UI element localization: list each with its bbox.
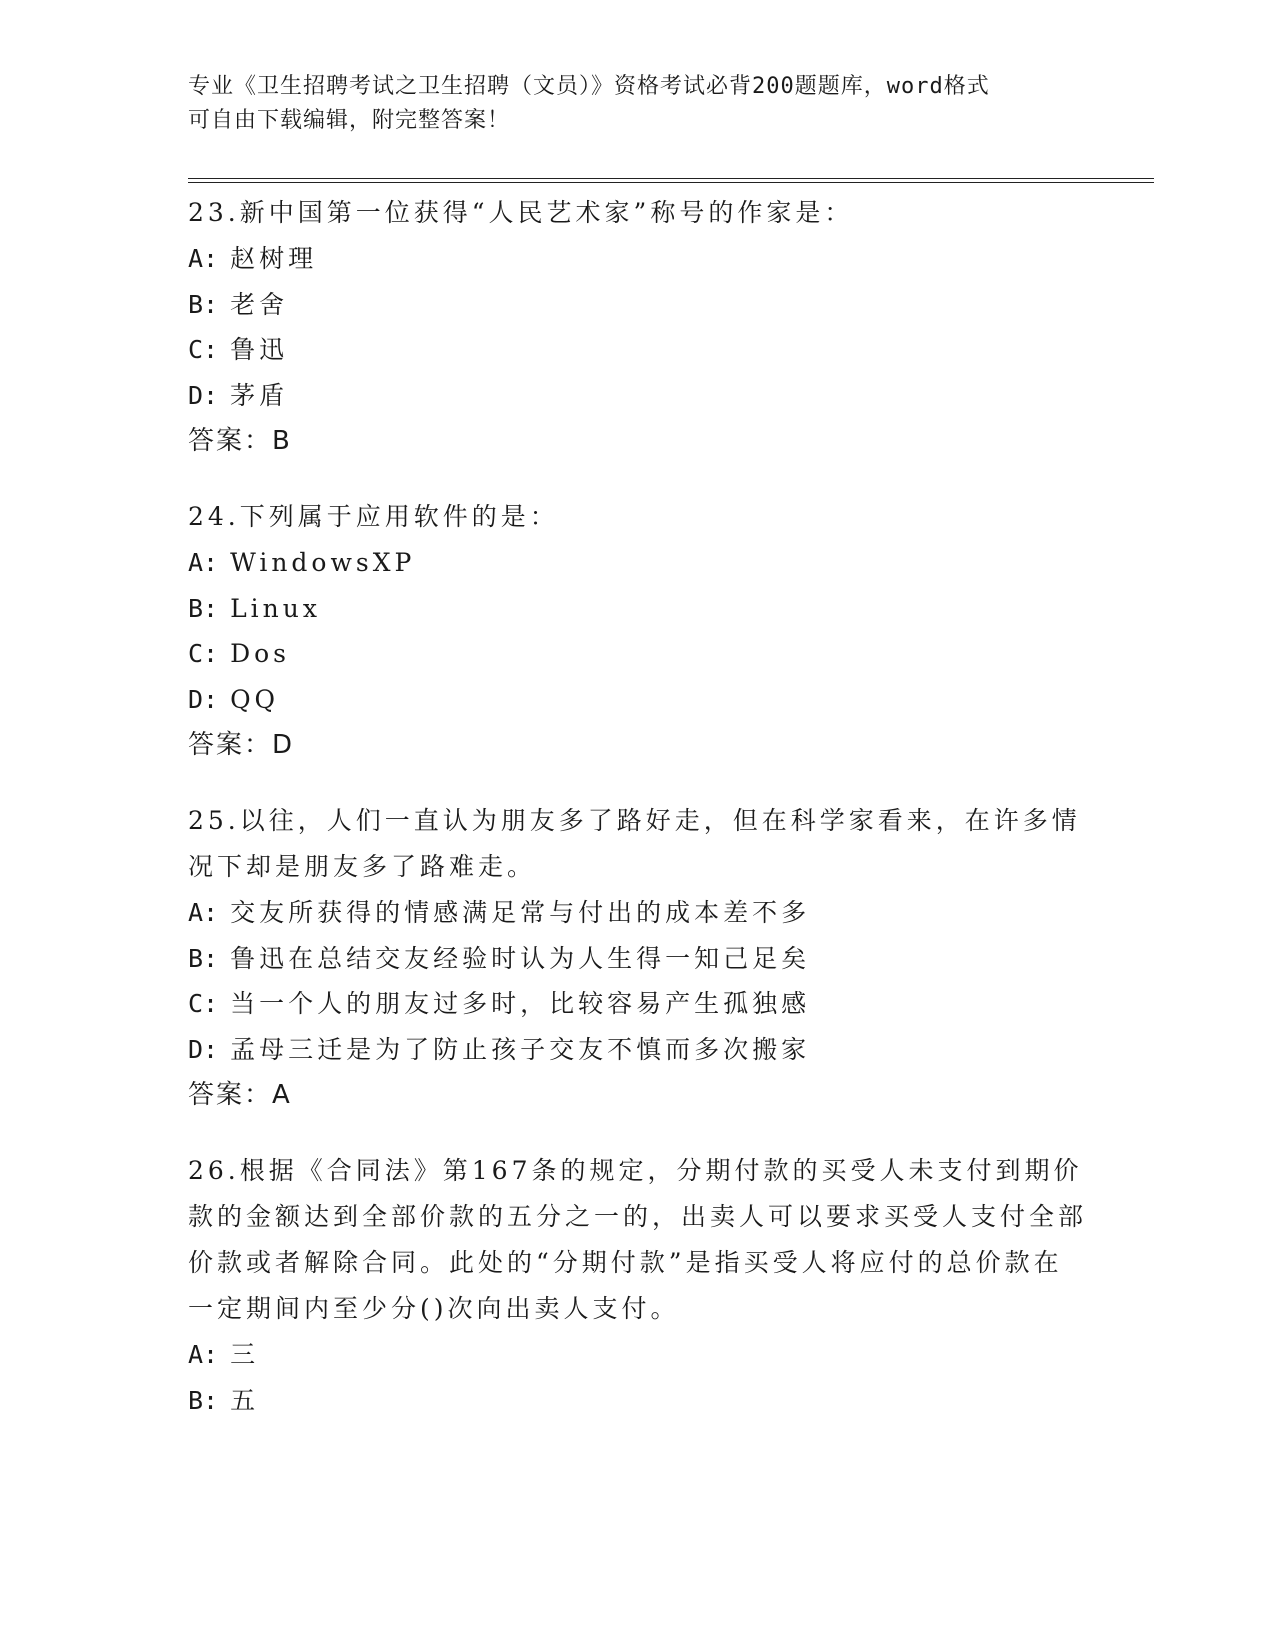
option-d bbox=[188, 373, 1088, 419]
option-b bbox=[188, 282, 1088, 328]
option-letter: C: bbox=[188, 639, 219, 668]
option-letter: A: bbox=[188, 898, 219, 927]
question-stem: 23.新中国第一位获得“人民艺术家”称号的作家是： bbox=[188, 198, 854, 227]
option-text: 赵树理 bbox=[230, 244, 318, 273]
option-b bbox=[188, 586, 1088, 632]
question-stem: 25.以往，人们一直认为朋友多了路好走，但在科学家看来，在许多情况下却是朋友多了路难走。 bbox=[188, 806, 1081, 881]
option-letter: B: bbox=[188, 593, 219, 623]
option-letter: A: bbox=[188, 244, 219, 273]
option-b bbox=[188, 936, 1088, 982]
option-d bbox=[188, 677, 1088, 723]
option-text: 鲁迅 bbox=[230, 335, 289, 364]
option-letter: C: bbox=[188, 989, 219, 1018]
option-text: 五 bbox=[230, 1385, 260, 1415]
option-text: 当一个人的朋友过多时，比较容易产生孤独感 bbox=[230, 989, 811, 1018]
option-text: QQ bbox=[230, 684, 280, 714]
answer-line: 答案：D bbox=[188, 730, 295, 760]
option-text: 交友所获得的情感满足常与付出的成本差不多 bbox=[230, 898, 811, 927]
option-letter: D: bbox=[188, 1034, 219, 1064]
option-letter: B: bbox=[188, 1385, 219, 1415]
option-letter: A: bbox=[188, 1340, 219, 1369]
option-text: 孟母三迁是为了防止孩子交友不慎而多次搬家 bbox=[230, 1034, 811, 1064]
option-text: Linux bbox=[230, 593, 321, 623]
option-text: 三 bbox=[230, 1340, 260, 1369]
option-d bbox=[188, 1027, 1088, 1073]
option-text: 茅盾 bbox=[230, 380, 289, 410]
option-text: 鲁迅在总结交友经验时认为人生得一知己足矣 bbox=[230, 943, 811, 973]
page-header bbox=[188, 70, 1068, 138]
question-stem: 24.下列属于应用软件的是： bbox=[188, 502, 559, 531]
option-a bbox=[188, 540, 1088, 586]
option-a bbox=[188, 1332, 1088, 1378]
answer-line: 答案：B bbox=[188, 426, 292, 456]
question-stem: 26.根据《合同法》第167条的规定，分期付款的买受人未支付到期价款的金额达到全部价款的五分之一的，出卖人可以要求买受人支付全部价款或者解除合同。此处的“分期付款”是指买受人将应付的总价款在一定期间内至少分()次向出卖人支付。 bbox=[188, 1156, 1088, 1323]
option-c bbox=[188, 631, 1088, 677]
option-letter: D: bbox=[188, 684, 219, 714]
question-list bbox=[188, 190, 1088, 1453]
question-25 bbox=[188, 798, 1088, 1118]
option-c bbox=[188, 981, 1088, 1027]
option-text: 老舍 bbox=[230, 289, 289, 319]
header-line-2: 可自由下载编辑，附完整答案！ bbox=[188, 108, 511, 133]
header-line-1: 专业《卫生招聘考试之卫生招聘（文员）》资格考试必背200题题库，word格式 bbox=[188, 74, 990, 99]
question-24 bbox=[188, 494, 1088, 768]
question-23 bbox=[188, 190, 1088, 464]
option-text: WindowsXP bbox=[230, 548, 416, 577]
option-letter: C: bbox=[188, 335, 219, 364]
option-text: Dos bbox=[230, 639, 290, 668]
option-c bbox=[188, 327, 1088, 373]
option-a bbox=[188, 236, 1088, 282]
option-a bbox=[188, 890, 1088, 936]
option-b bbox=[188, 1378, 1088, 1424]
option-letter: D: bbox=[188, 380, 219, 410]
question-26 bbox=[188, 1148, 1088, 1423]
option-letter: B: bbox=[188, 289, 219, 319]
option-letter: B: bbox=[188, 943, 219, 973]
header-double-rule bbox=[188, 178, 1154, 183]
option-letter: A: bbox=[188, 548, 219, 577]
answer-line: 答案：A bbox=[188, 1080, 292, 1110]
